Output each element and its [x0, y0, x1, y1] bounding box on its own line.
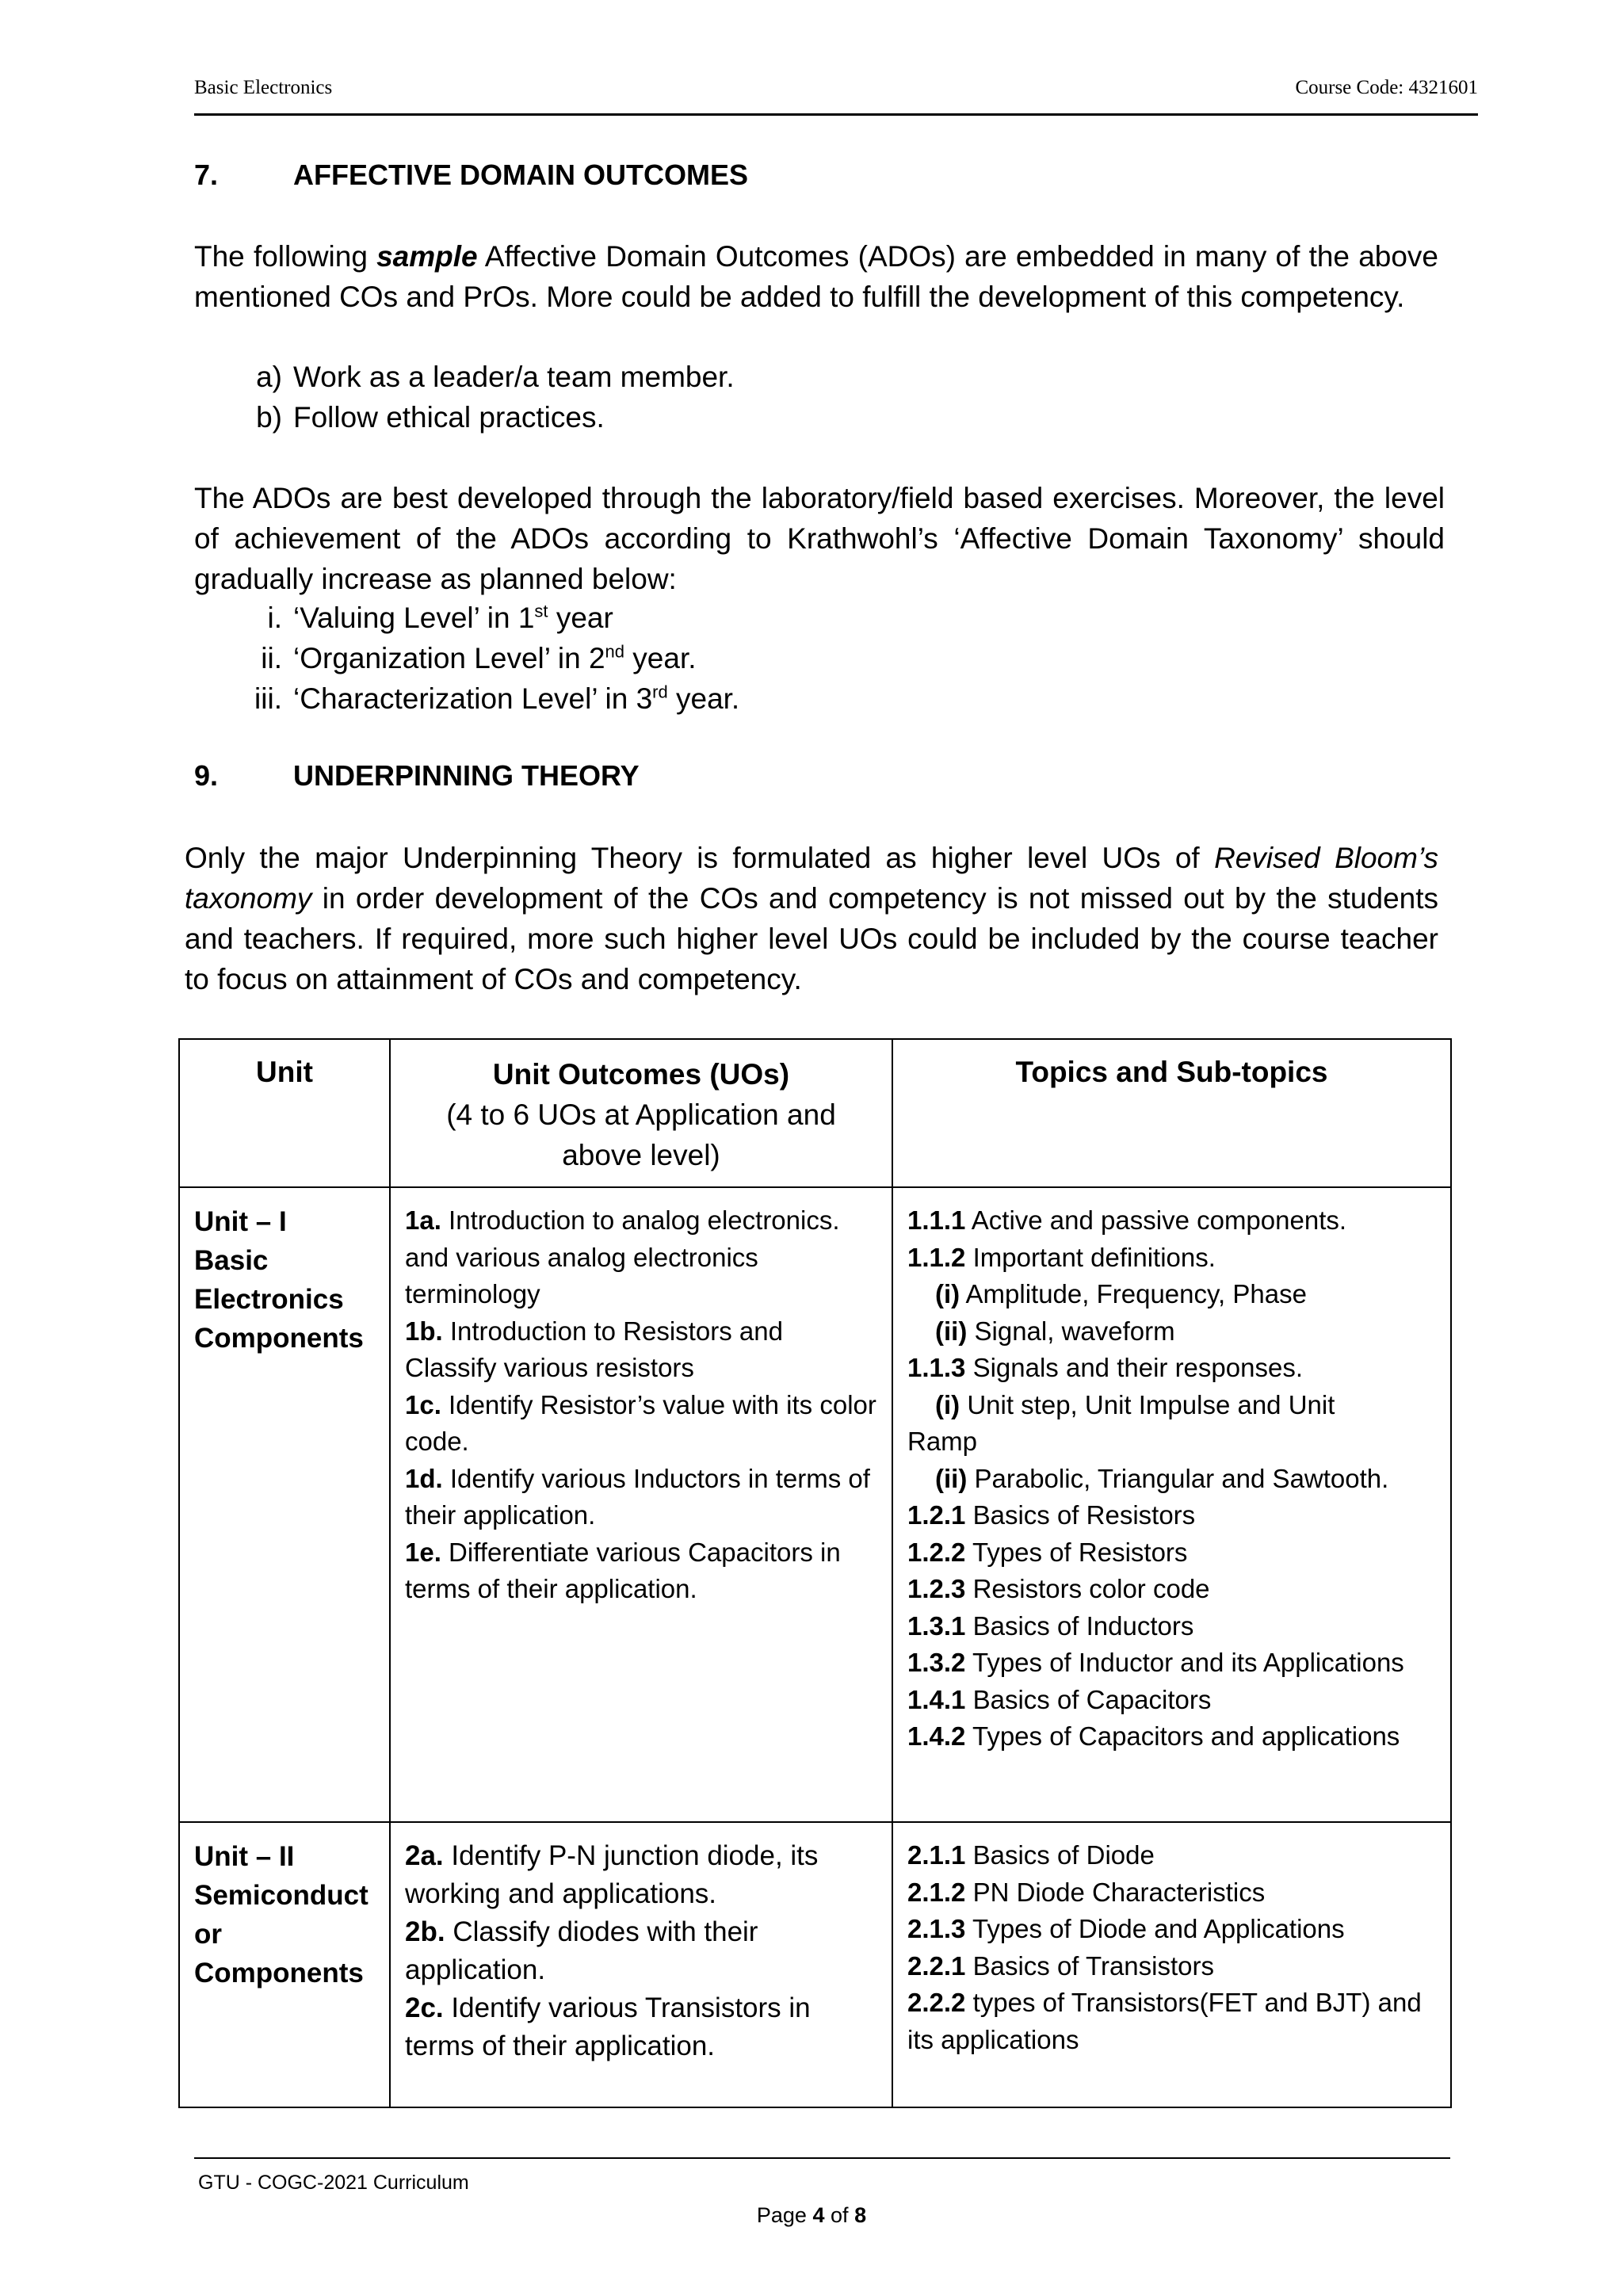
- topic-item: 1.2.2 Types of Resistors: [907, 1537, 1188, 1567]
- topic-item: 2.2.1 Basics of Transistors: [907, 1950, 1215, 1981]
- topic-subitem: (i) Unit step, Unit Impulse and Unit: [935, 1389, 1335, 1419]
- list-item: b) Follow ethical practices.: [256, 401, 605, 434]
- uo-item: 1a. Introduction to analog electronics. and various analog electronics terminology: [405, 1205, 840, 1308]
- unit-outcomes-cell: [390, 1187, 892, 1822]
- unit-cell: Unit – I Basic Electronics Components: [179, 1187, 390, 1822]
- section-9-heading: [194, 759, 1478, 796]
- list-item: i. ‘Valuing Level’ in 1st year: [267, 601, 613, 634]
- emphasis-sample: sample: [376, 240, 478, 273]
- topic-item: 1.3.1 Basics of Inductors: [907, 1610, 1194, 1641]
- topic-item: 1.1.2 Important definitions.: [907, 1242, 1216, 1272]
- header-rule: [194, 113, 1478, 116]
- column-header-unit: Unit: [179, 1039, 390, 1187]
- column-header-unit-outcomes: Unit Outcomes (UOs) (4 to 6 UOs at Application and above level): [390, 1039, 892, 1187]
- table-row: [179, 1822, 1451, 2107]
- uo-item: 2c. Identify various Transistors in terms of their application.: [405, 1992, 811, 2061]
- uo-item: 1b. Introduction to Resistors and Classify various resistors: [405, 1316, 783, 1382]
- topic-item: 1.2.3 Resistors color code: [907, 1574, 1210, 1603]
- ado-list: [256, 357, 735, 437]
- topic-continuation: Ramp: [907, 1427, 978, 1456]
- topic-subitem: (ii) Parabolic, Triangular and Sawtooth.: [935, 1463, 1389, 1493]
- section-7-title: AFFECTIVE DOMAIN OUTCOMES: [293, 159, 748, 191]
- uo-item: 2a. Identify P-N junction diode, its working and applications.: [405, 1840, 819, 1909]
- topic-item: 2.1.1 Basics of Diode: [907, 1840, 1155, 1870]
- topic-item: 1.2.1 Basics of Resistors: [907, 1500, 1196, 1530]
- table-row: [179, 1187, 1451, 1822]
- uo-item: 2b. Classify diodes with their application.: [405, 1916, 758, 1985]
- section-7-para2: The ADOs are best developed through the laboratory/field based exercises. Moreover, the level of achievement of the ADOs according to Krathwohl’s ‘Affective Domain Taxonomy’ should gradually increase as planned below:: [194, 482, 1445, 595]
- topic-item: 1.4.1 Basics of Capacitors: [907, 1684, 1212, 1714]
- topics-cell: [892, 1822, 1451, 2107]
- header-course-name: Basic Electronics: [194, 77, 333, 98]
- page-header: [194, 77, 1478, 99]
- topic-item: 2.1.2 PN Diode Characteristics: [907, 1877, 1266, 1907]
- section-7-number: 7.: [194, 159, 219, 191]
- topic-item: 2.1.3 Types of Diode and Applications: [907, 1914, 1345, 1943]
- page-number: Page 4 of 8: [756, 2203, 867, 2227]
- topics-cell: [892, 1187, 1451, 1822]
- footer-rule: [194, 2157, 1450, 2159]
- list-item: ii. ‘Organization Level’ in 2nd year.: [261, 641, 697, 674]
- topic-item: 1.1.3 Signals and their responses.: [907, 1353, 1303, 1382]
- topic-item: 1.1.1 Active and passive components.: [907, 1205, 1347, 1235]
- topic-subitem: (ii) Signal, waveform: [935, 1316, 1175, 1346]
- list-item: a) Work as a leader/a team member.: [256, 361, 735, 393]
- section-9-number: 9.: [194, 759, 219, 792]
- topic-item: 1.3.2 Types of Inductor and its Applications: [907, 1648, 1404, 1677]
- section-7-intro: The following sample Affective Domain Outcomes (ADOs) are embedded in many of the above mentioned COs and PrOs. More could be added to fulfill the development of this competency.: [194, 240, 1439, 313]
- list-item: iii. ‘Characterization Level’ in 3rd year.: [254, 682, 740, 715]
- taxonomy-levels-list: [254, 598, 740, 719]
- uo-item: 1c. Identify Resistor’s value with its color code.: [405, 1389, 876, 1456]
- uo-item: 1e. Differentiate various Capacitors in terms of their application.: [405, 1537, 841, 1603]
- unit-outcomes-cell: [390, 1822, 892, 2107]
- table-header-row: [179, 1039, 1451, 1187]
- topic-item: 1.4.2 Types of Capacitors and applications: [907, 1721, 1400, 1751]
- column-header-topics: Topics and Sub-topics: [892, 1039, 1451, 1187]
- topic-item: 2.2.2 types of Transistors(FET and BJT) and its applications: [907, 1988, 1422, 2054]
- topic-subitem: (i) Amplitude, Frequency, Phase: [935, 1279, 1307, 1308]
- section-9-title: UNDERPINNING THEORY: [293, 759, 640, 792]
- footer-curriculum: GTU - COGC-2021 Curriculum: [198, 2172, 469, 2194]
- section-9-paragraph: Only the major Underpinning Theory is formulated as higher level UOs of Revised Bloom’s taxonomy in order development of the COs and competency is not missed out by the students and teachers. If required, more such higher level UOs could be included by the course teacher to focus on attainment of COs and competency.: [185, 842, 1439, 995]
- uo-item: 1d. Identify various Inductors in terms of their application.: [405, 1463, 870, 1530]
- units-table: [178, 1038, 1452, 2108]
- header-course-code: Course Code: 4321601: [1295, 77, 1478, 98]
- section-7-heading: [194, 159, 1478, 195]
- unit-cell: Unit – II Semiconduct or Components: [179, 1822, 390, 2107]
- emphasis-blooms-taxonomy: Revised Bloom’s taxonomy: [185, 842, 1438, 915]
